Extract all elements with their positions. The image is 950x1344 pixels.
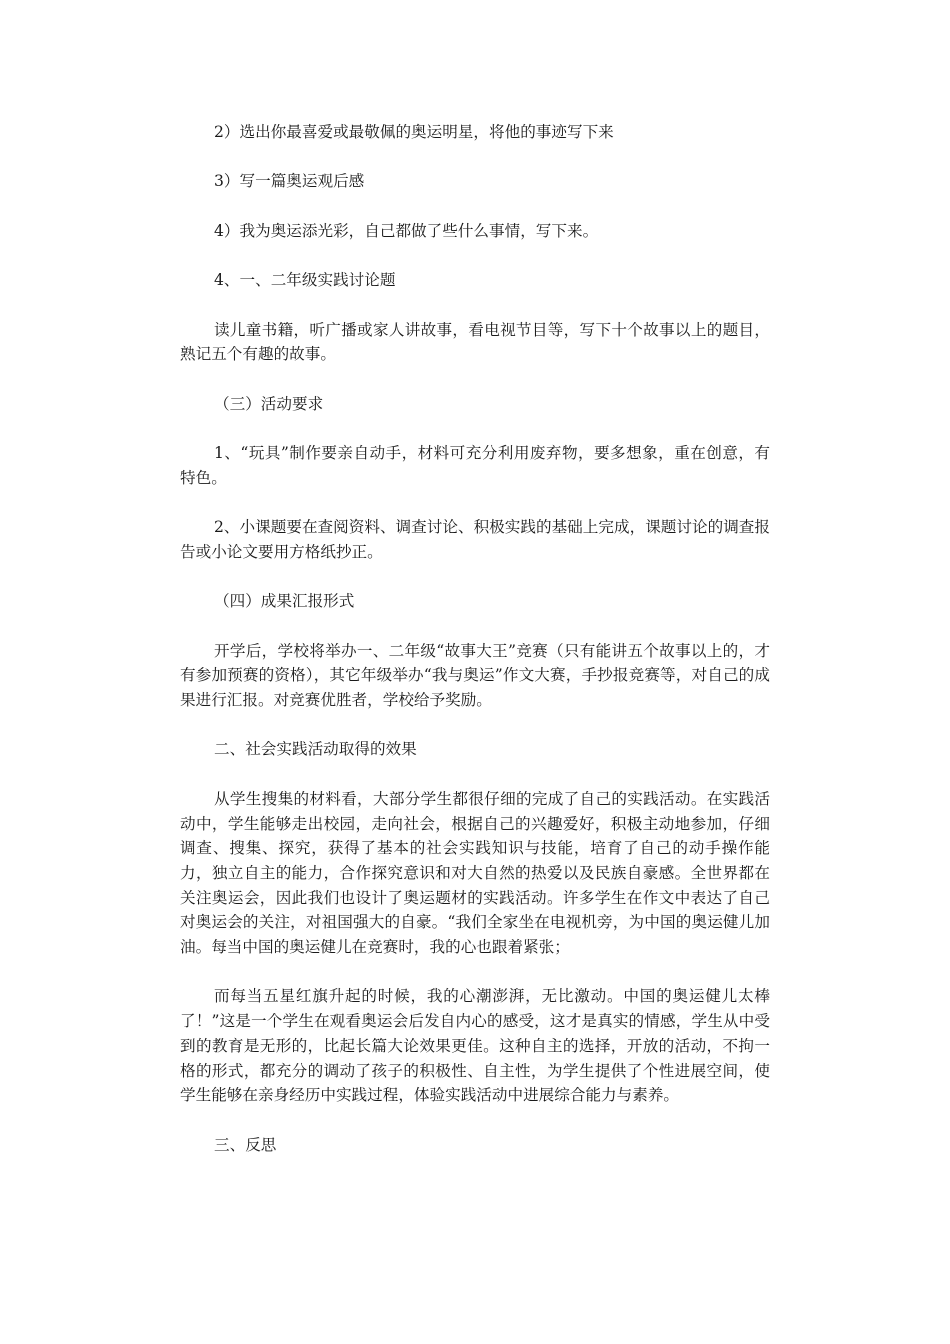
paragraph-item-2: 2）选出你最喜爱或最敬佩的奥运明星，将他的事迹写下来 [214,123,614,141]
paragraph-item-4: 4）我为奥运添光彩，自己都做了些什么事情，写下来。 [214,221,599,240]
section-heading-report-format: （四）成果汇报形式 [214,592,355,611]
paragraph-report-format: 开学后，学校将举办一、二年级“故事大王”竞赛（只有能讲五个故事以上的，才有参加预赛的资格），其它年级举办“我与奥运”作文大赛，手抄报竞赛等，对自己的成果进行汇报。对竞赛优胜者，学校给予奖励。 [180,641,770,710]
paragraph-project-requirement: 2、小课题要在查阅资料、调查讨论、积极实践的基础上完成，课题讨论的调查报告或小论文要用方格纸抄正。 [180,518,770,561]
document-page [180,120,770,1157]
section-heading-reflection: 三、反思 [214,1135,277,1154]
paragraph-effects-2: 而每当五星红旗升起的时候，我的心潮澎湃，无比激动。中国的奥运健儿太棒了！”这是一个学生在观看奥运会后发自内心的感受，这才是真实的情感，学生从中受到的教育是无形的，比起长篇大论效果更佳。这种自主的选择，开放的活动，不拘一格的形式，都充分的调动了孩子的积极性、自主性，为学生提供了个性进展空间，使学生能够在亲身经历中实践过程，体验实践活动中进展综合能力与素养。 [180,987,770,1105]
section-heading-effects: 二、社会实践活动取得的效果 [214,740,417,759]
paragraph-reading-task: 读儿童书籍，听广播或家人讲故事，看电视节目等，写下十个故事以上的题目，熟记五个有趣的故事。 [180,320,770,364]
section-heading-grade12: 4、一、二年级实践讨论题 [214,271,396,290]
paragraph-toy-requirement: 1、“玩具”制作要亲自动手，材料可充分利用废弃物，要多想象，重在创意，有特色。 [180,444,770,487]
paragraph-item-3: 3）写一篇奥运观后感 [214,172,365,191]
section-heading-requirements: （三）活动要求 [214,394,324,413]
paragraph-effects-1: 从学生搜集的材料看，大部分学生都很仔细的完成了自己的实践活动。在实践活动中，学生能够走出校园，走向社会，根据自己的兴趣爱好，积极主动地参加，仔细调查、搜集、探究，获得了基本的社会实践知识与技能，培育了自己的动手操作能力，独立自主的能力，合作探究意识和对大自然的热爱以及民族自豪感。全世界都在关注奥运会，因此我们也设计了奥运题材的实践活动。许多学生在作文中表达了自己对奥运会的关注，对祖国强大的自豪。“我们全家坐在电视机旁，为中国的奥运健儿加油。每当中国的奥运健儿在竞赛时，我的心也跟着紧张； [180,789,770,957]
